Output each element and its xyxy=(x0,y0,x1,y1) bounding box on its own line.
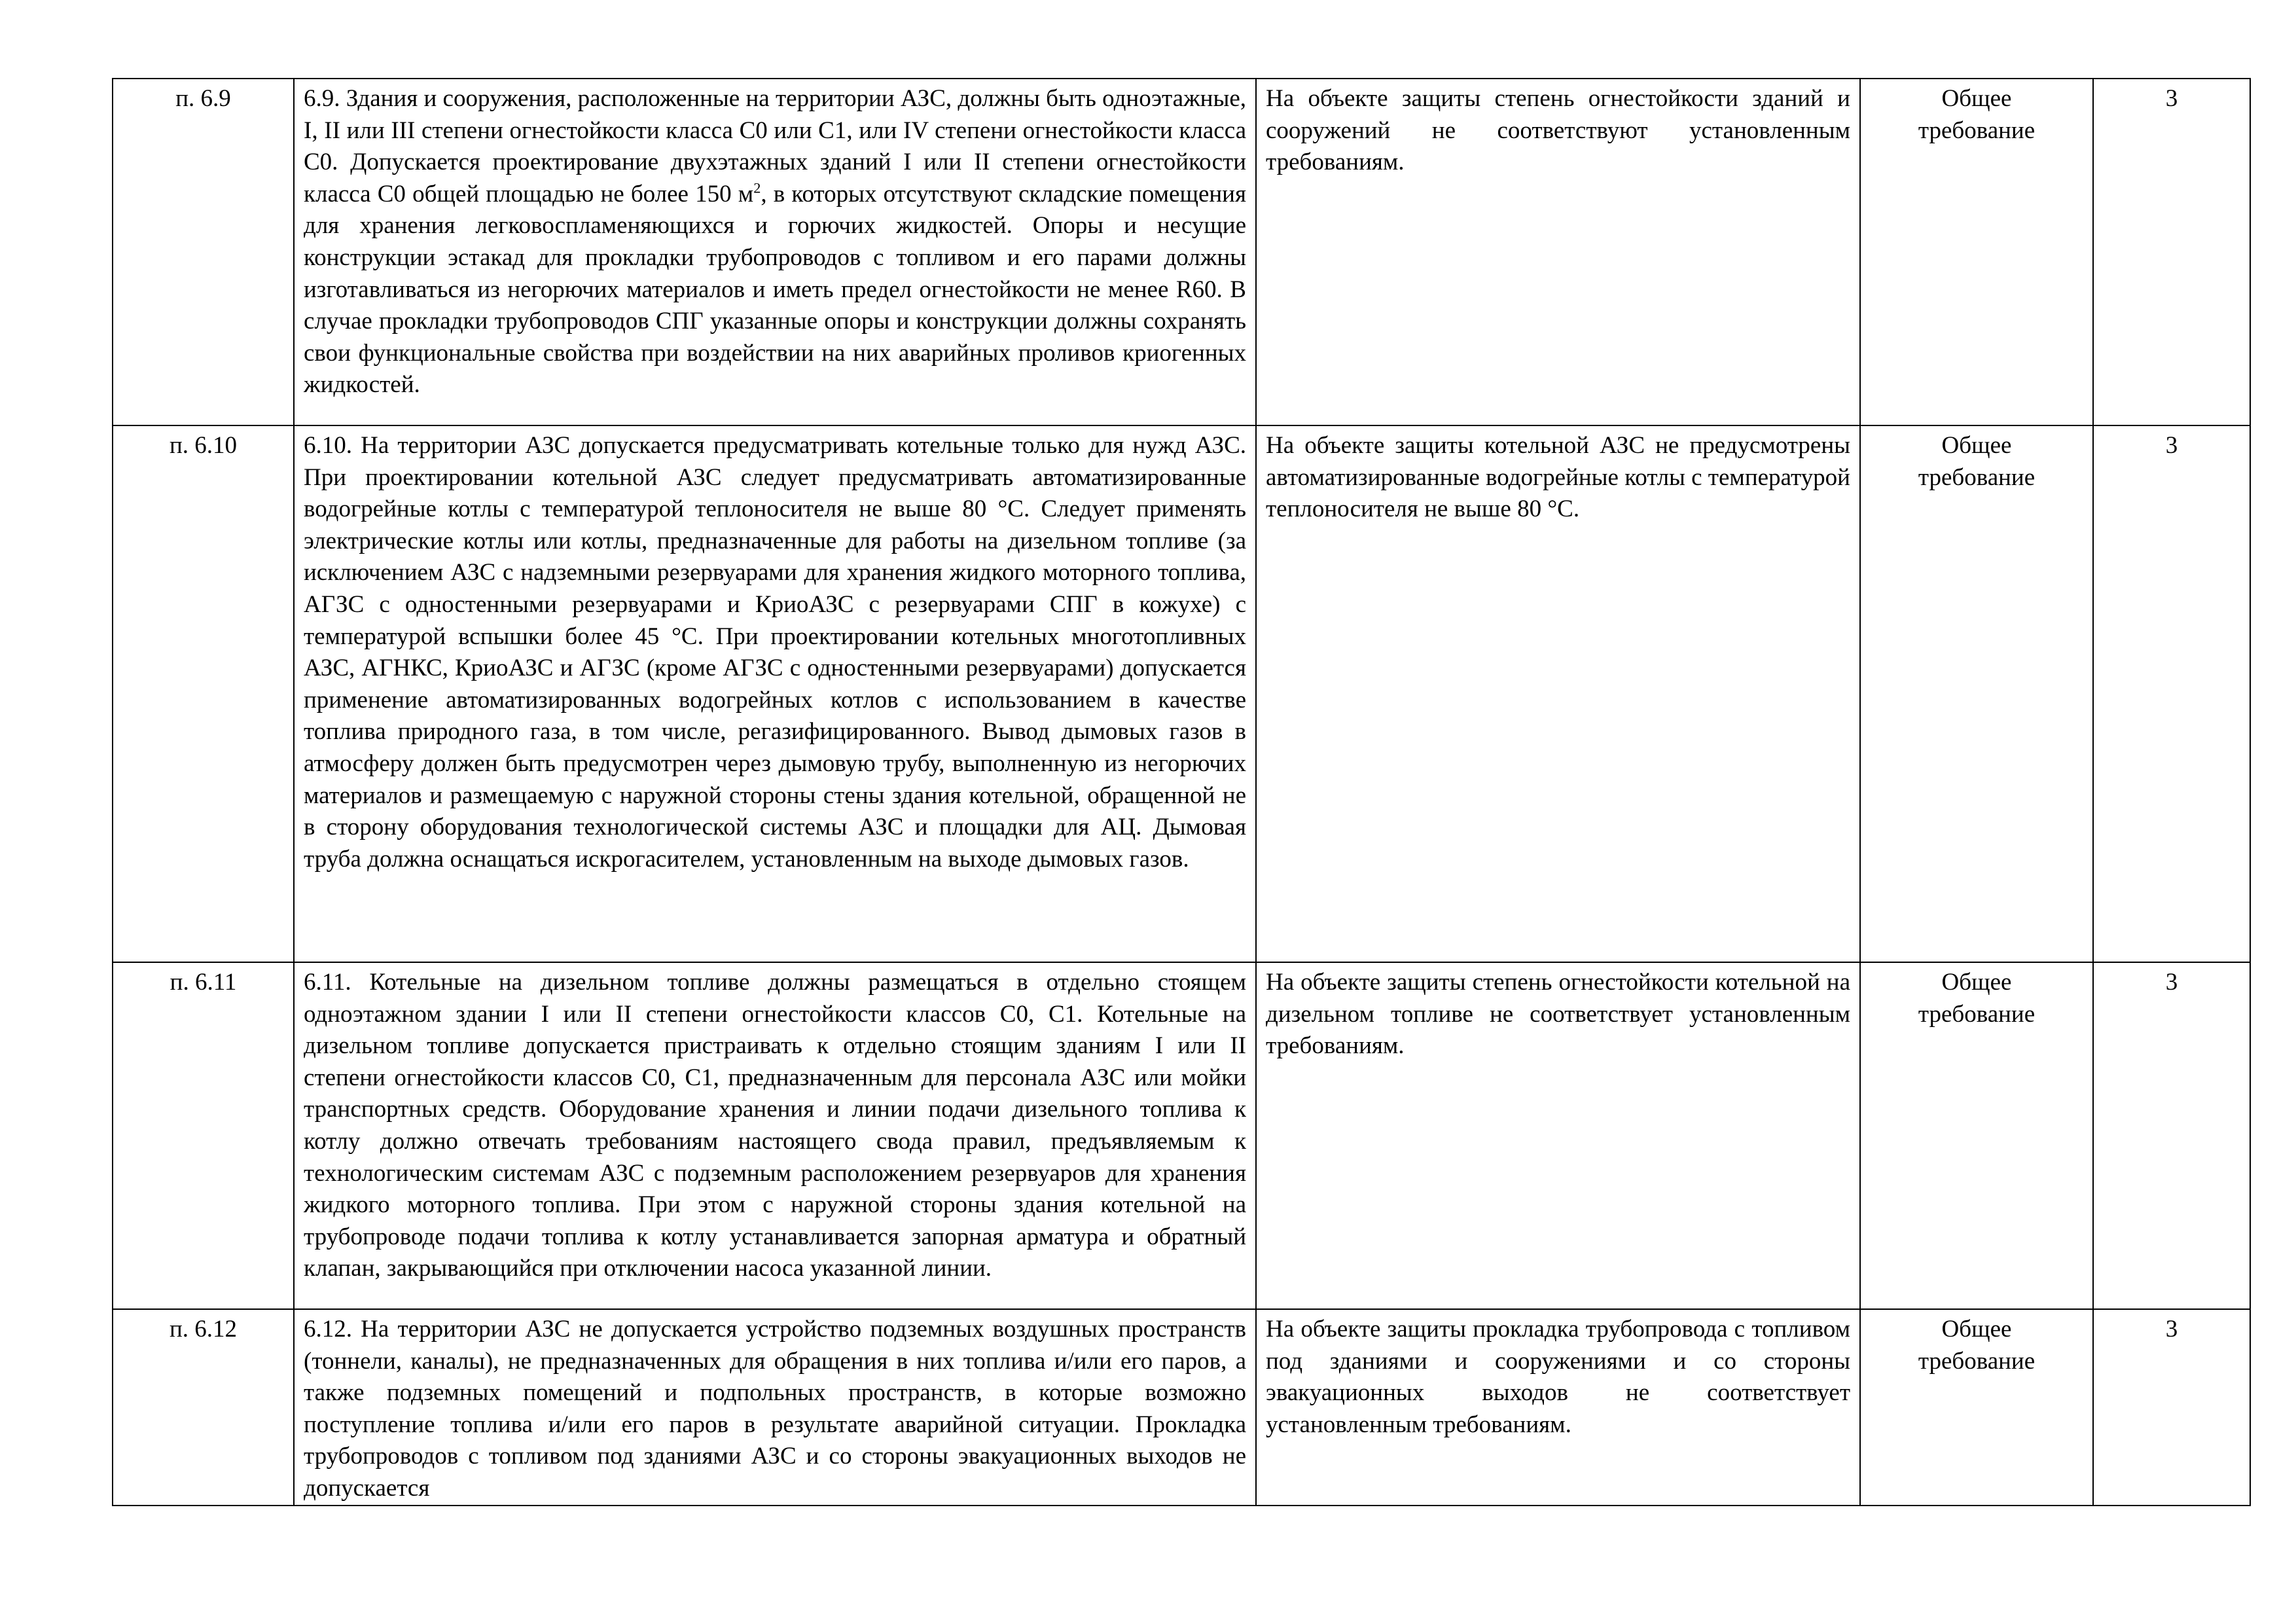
table-row xyxy=(113,79,2250,425)
row-number: 3 xyxy=(2093,79,2250,425)
requirement-text: 6.11. Котельные на дизельном топливе должны размещаться в отдельно стоящем одноэтажном здании I или II степени огнестойкости классов С0, С1. Котельные на дизельном топливе допускается пристраивать к отдельно стоящим зданиям I или II степени огнестойкости классов С0, С1, предназначенным для персонала АЗС или мойки транспортных средств. Оборудование хранения и линии подачи дизельного топлива к котлу должно отвечать требованиям настоящего свода правил, предъявляемым к технологическим системам АЗС с подземным расположением резервуаров для хранения жидкого моторного топлива. При этом с наружной стороны здания котельной на трубопроводе подачи топлива к котлу устанавливается запорная арматура и обратный клапан, закрывающийся при отключении насоса указанной линии. xyxy=(294,962,1256,1309)
violation-text: На объекте защиты степень огнестойкости зданий и сооружений не соответствуют установленным требованиям. xyxy=(1256,79,1860,425)
violation-text: На объекте защиты котельной АЗС не предусмотрены автоматизированные водогрейные котлы с температурой теплоносителя не выше 80 °С. xyxy=(1256,425,1860,962)
requirement-text: 6.9. Здания и сооружения, расположенные на территории АЗС, должны быть одноэтажные, I, II или III степени огнестойкости класса С0 или С1, или IV степени огнестойкости класса С0. Допускается проектирование двухэтажных зданий I или II степени огнестойкости класса С0 общей площадью не более 150 $м^2$, в которых отсутствуют складские помещения для хранения легковоспламеняющихся и горючих жидкостей. Опоры и несущие конструкции эстакад для прокладки трубопроводов с топливом и его парами должны изготавливаться из негорючих материалов и иметь предел огнестойкости не менее R60. В случае прокладки трубопроводов СПГ указанные опоры и конструкции должны сохранять свои функциональные свойства при воздействии на них аварийных проливов криогенных жидкостей. xyxy=(294,79,1256,425)
row-number: 3 xyxy=(2093,962,2250,1309)
clause-ref: п. 6.12 xyxy=(113,1309,294,1506)
table-row xyxy=(113,1309,2250,1506)
violation-text: На объекте защиты прокладка трубопровода с топливом под зданиями и сооружениями и со стороны эвакуационных выходов не соответствует установленным требованиям. xyxy=(1256,1309,1860,1506)
row-number: 3 xyxy=(2093,1309,2250,1506)
requirement-type: Общее требование xyxy=(1860,962,2093,1309)
clause-ref: п. 6.9 xyxy=(113,79,294,425)
row-number: 3 xyxy=(2093,425,2250,962)
violation-text: На объекте защиты степень огнестойкости котельной на дизельном топливе не соответствует установленным требованиям. xyxy=(1256,962,1860,1309)
requirement-text: 6.10. На территории АЗС допускается предусматривать котельные только для нужд АЗС. При проектировании котельной АЗС следует предусматривать автоматизированные водогрейные котлы с температурой теплоносителя не выше 80 °С. Следует применять электрические котлы или котлы, предназначенные для работы на дизельном топливе (за исключением АЗС с надземными резервуарами для хранения жидкого моторного топлива, АГЗС с одностенными резервуарами и КриоАЗС с резервуарами СПГ в кожухе) с температурой вспышки более 45 °С. При проектировании котельных многотопливных АЗС, АГНКС, КриоАЗС и АГЗС (кроме АГЗС с одностенными резервуарами) допускается применение автоматизированных водогрейных котлов с использованием в качестве топлива природного газа, в том числе, регазифицированного. Вывод дымовых газов в атмосферу должен быть предусмотрен через дымовую трубу, выполненную из негорючих материалов и размещаемую с наружной стороны стены здания котельной, обращенной не в сторону оборудования технологической системы АЗС и площадки для АЦ. Дымовая труба должна оснащаться искрогасителем, установленным на выходе дымовых газов. xyxy=(294,425,1256,962)
requirement-type: Общее требование xyxy=(1860,425,2093,962)
requirement-type: Общее требование xyxy=(1860,1309,2093,1506)
clause-ref: п. 6.10 xyxy=(113,425,294,962)
table-row xyxy=(113,962,2250,1309)
requirements-table xyxy=(112,78,2251,1506)
requirement-text: 6.12. На территории АЗС не допускается устройство подземных воздушных пространств (тоннели, каналы), не предназначенных для обращения в них топлива и/или его паров, а также подземных помещений и подпольных пространств, в которые возможно поступление топлива и/или его паров в результате аварийной ситуации. Прокладка трубопроводов с топливом под зданиями АЗС и со стороны эвакуационных выходов не допускается xyxy=(294,1309,1256,1506)
requirement-type: Общее требование xyxy=(1860,79,2093,425)
clause-ref: п. 6.11 xyxy=(113,962,294,1309)
table-row xyxy=(113,425,2250,962)
